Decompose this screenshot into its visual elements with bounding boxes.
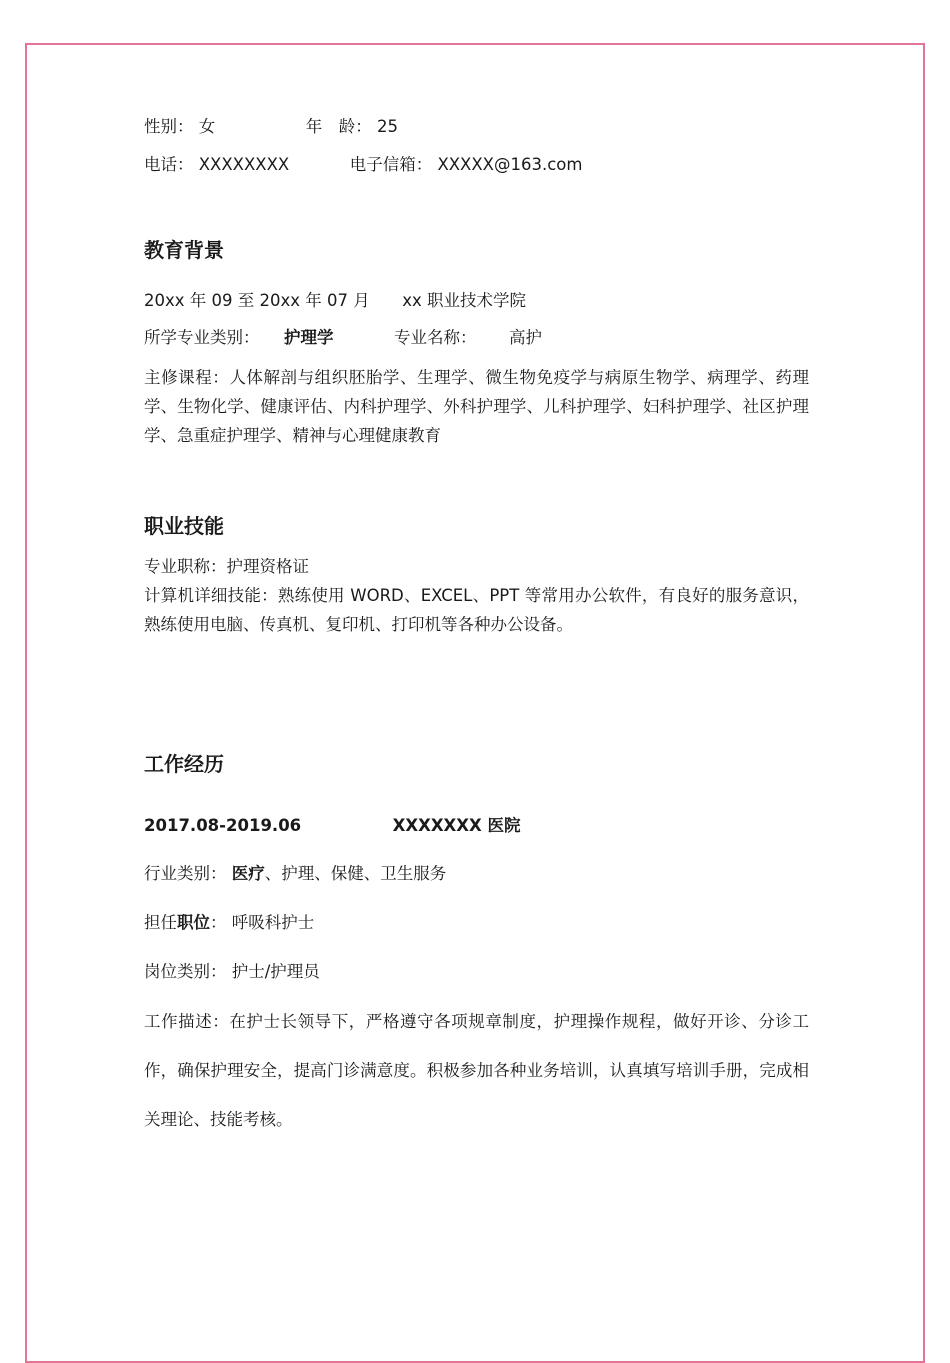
education-school: xx 职业技术学院 <box>402 291 527 310</box>
gender-value: 女 <box>198 117 216 136</box>
email-label: 电子信箱： <box>349 155 433 174</box>
skills-computer-line: 计算机详细技能：熟练使用 WORD、EXCEL、PPT 等常用办公软件，有良好的服务意识，熟练使用电脑、传真机、复印机、打印机等各种办公设备。 <box>144 586 809 634</box>
age-label: 年 龄： <box>305 117 372 136</box>
gender-label: 性别： <box>144 117 194 136</box>
major-line <box>144 327 542 349</box>
post-value: 护士/护理员 <box>231 962 320 981</box>
phone-label: 电话： <box>144 155 194 174</box>
position-label-b: 职位 <box>177 913 210 932</box>
work-period: 2017.08-2019.06 <box>144 816 302 835</box>
work-heading: 工作经历 <box>144 752 224 776</box>
education-courses: 主修课程：人体解剖与组织胚胎学、生理学、微生物免疫学与病原生物学、病理学、药理学、生物化学、健康评估、内科护理学、外科护理学、儿科护理学、妇科护理学、社区护理学、急重症护理学、精神与心理健康教育 <box>144 368 809 445</box>
major-name-label: 专业名称： <box>394 328 477 347</box>
work-description: 工作描述：在护士长领导下，严格遵守各项规章制度，护理操作规程，做好开诊、分诊工作，确保护理安全，提高门诊满意度。积极参加各种业务培训，认真填写培训手册，完成相关理论、技能考核。 <box>144 1012 809 1129</box>
major-category-label: 所学专业类别： <box>144 328 260 347</box>
contact-line <box>144 154 582 176</box>
age-value: 25 <box>377 117 398 136</box>
industry-line <box>144 863 446 885</box>
industry-bold: 医疗 <box>231 864 265 883</box>
education-period-line <box>144 290 526 312</box>
post-label: 岗位类别： <box>144 962 227 981</box>
work-period-line <box>144 815 520 837</box>
education-period: 20xx 年 09 至 20xx 年 07 月 <box>144 291 370 310</box>
position-label-c: ： <box>210 913 227 932</box>
skills-title-line: 专业职称：护理资格证 <box>144 557 309 576</box>
gender-age-line <box>144 116 398 138</box>
position-line <box>144 912 314 934</box>
phone-value: XXXXXXXX <box>198 155 290 174</box>
position-value: 呼吸科护士 <box>231 913 315 932</box>
position-label-a: 担任 <box>144 913 177 932</box>
work-employer: XXXXXXX 医院 <box>392 816 521 835</box>
skills-heading: 职业技能 <box>144 514 224 538</box>
education-heading: 教育背景 <box>144 238 224 262</box>
post-line <box>144 961 320 983</box>
industry-label: 行业类别： <box>144 864 227 883</box>
email-value: XXXXX@163.com <box>437 155 583 174</box>
major-name-value: 高护 <box>509 328 542 347</box>
major-category-value: 护理学 <box>284 328 334 347</box>
industry-rest: 、护理、保健、卫生服务 <box>264 864 447 883</box>
